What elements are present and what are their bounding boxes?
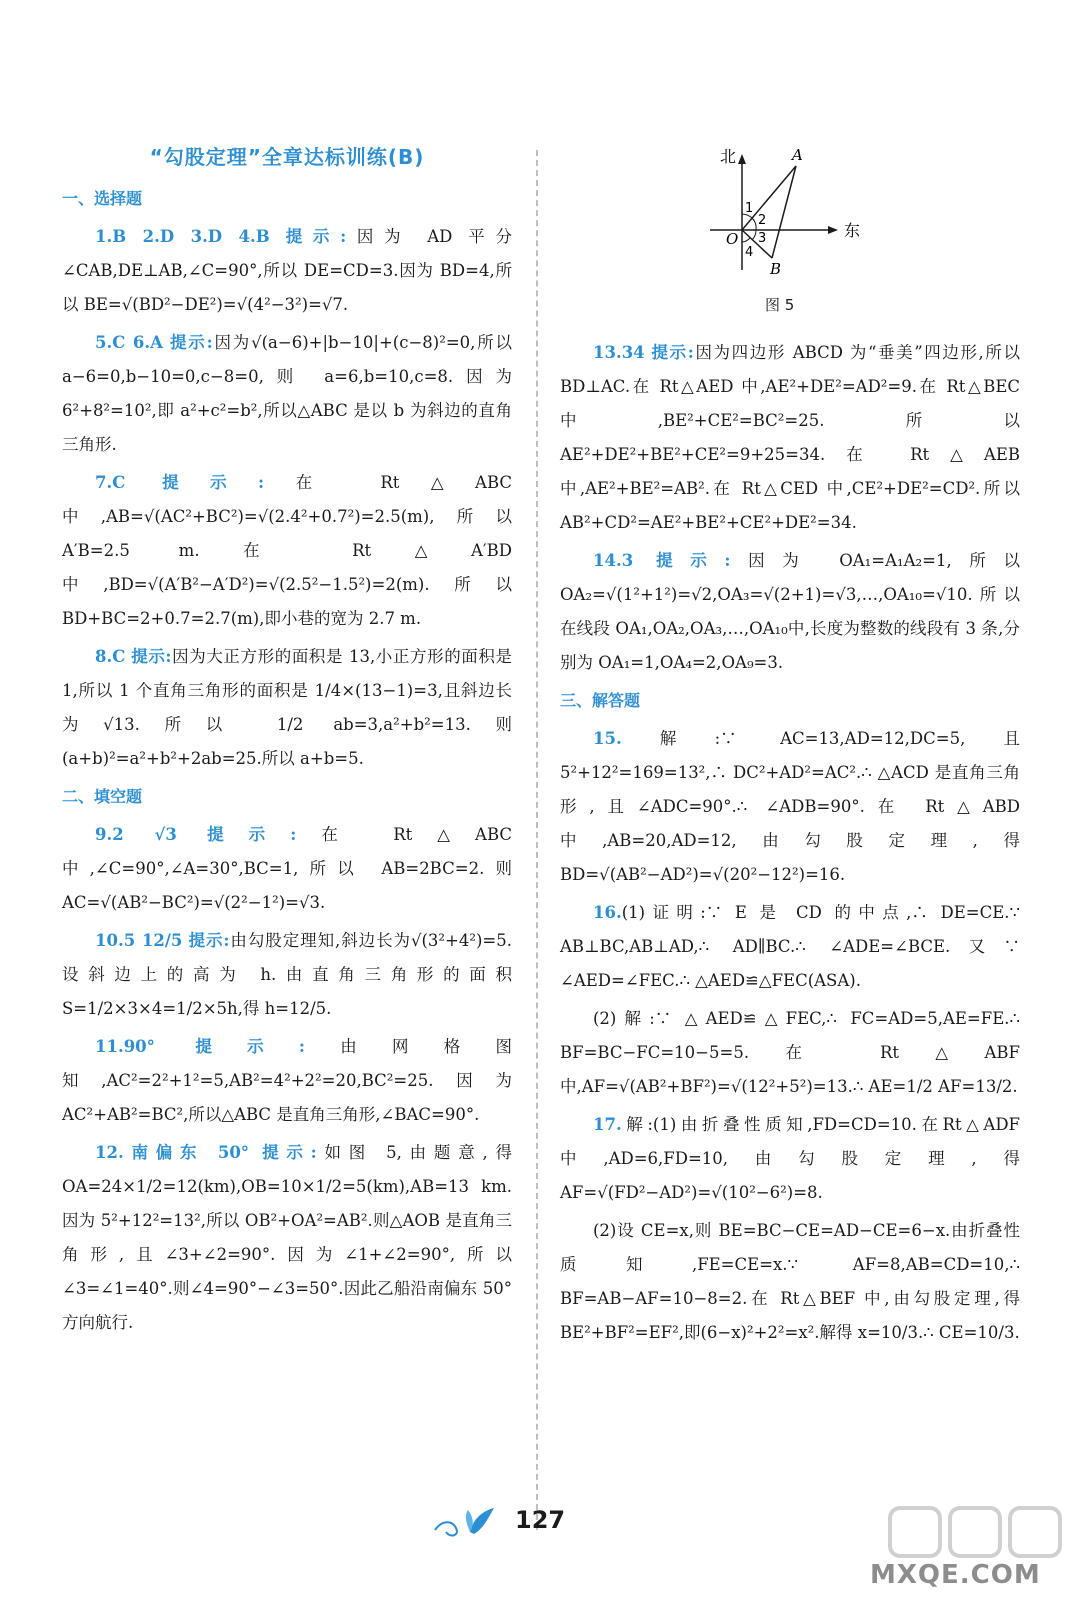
answer-number: 16. xyxy=(593,903,622,922)
answer-number: 10.5 12/5 xyxy=(95,931,183,950)
hint-label: 提示: xyxy=(162,473,265,492)
angle-arc-3 xyxy=(752,230,756,240)
angle-1-label: 1 xyxy=(745,201,754,216)
answer-number: 11.90° xyxy=(95,1037,155,1056)
answer-text: 在 Rt△ABC 中,∠C=90°,∠A=30°,BC=1,所以 AB=2BC=2.则 AC=√(AB²−BC²)=√(2²−1²)=√3. xyxy=(62,825,512,912)
answer-item xyxy=(560,1108,1020,1210)
answer-number: 1.B 2.D 3.D 4.B xyxy=(95,227,270,246)
hint-label: 提示: xyxy=(262,1143,317,1162)
answer-item xyxy=(560,722,1020,892)
answer-text: 由网格图知,AC²=2²+1²=5,AB²=4²+2²=20,BC²=25.因为 AC²+AB²=BC²,所以△ABC 是直角三角形,∠BAC=90°. xyxy=(62,1037,513,1124)
section-heading-fill: 二、填空题 xyxy=(62,787,143,806)
left-column xyxy=(62,140,512,1344)
point-O-label: O xyxy=(726,230,739,248)
hint-label: 提示: xyxy=(188,931,230,950)
page-title: “勾股定理”全章达标训练(B) xyxy=(149,145,425,169)
answer-text: 解:(1)由折叠性质知,FD=CD=10.在Rt△ADF中,AD=6,FD=10,由勾股定理,得 AF=√(FD²−AD²)=√(10²−6²)=8. xyxy=(560,1115,1020,1202)
east-label: 东 xyxy=(844,221,861,240)
answer-item xyxy=(62,1030,512,1132)
butterfly-ornament-icon xyxy=(430,1502,500,1542)
section-heading-solve: 三、解答题 xyxy=(560,691,641,710)
angle-2-label: 2 xyxy=(758,213,767,228)
answer-item xyxy=(62,924,512,1026)
answer-text: 因为 AD 平分∠CAB,DE⊥AB,∠C=90°,所以 DE=CD=3.因为 BD=4,所以 BE=√(BD²−DE²)=√(4²−3²)=√7. xyxy=(62,227,512,314)
answer-item xyxy=(560,896,1020,998)
answer-text: (2)解:∵ △AED≌△FEC,∴ FC=AD=5,AE=FE.∴ BF=BC−FC=10−5=5.在 Rt△ABF 中,AF=√(AB²+BF²)=√(12²+5²)=13.∴ AE=1/2 AF=13/2. xyxy=(560,1009,1020,1096)
answer-number: 12.南偏东 50° xyxy=(95,1143,250,1162)
answer-text: 因为 OA₁=A₁A₂=1,所以 OA₂=√(1²+1²)=√2,OA₃=√(2+1)=√3,…,OA₁₀=√10.所以在线段 OA₁,OA₂,OA₃,…,OA₁₀中,长度为整数的线段有 3 条,分别为 OA₁=1,OA₄=2,OA₉=3. xyxy=(560,551,1020,672)
hint-label: 提示: xyxy=(285,227,347,246)
answer-text: 在 Rt△ABC 中,AB=√(AC²+BC²)=√(2.4²+0.7²)=2.5(m),所以 A′B=2.5 m.在 Rt△A′BD 中,BD=√(A′B²−A′D²)=√(2.5²−1.5²)=2(m).所以 BD+BC=2+0.7=2.7(m),即小巷的宽为 2.7 m. xyxy=(62,473,513,628)
answer-text: 如图 5,由题意,得 OA=24×1/2=12(km),OB=10×1/2=5(km),AB=13 km.因为 5²+12²=13²,所以 OB²+OA²=AB².则△AOB 是直角三角形,且∠3+∠2=90°.因为∠1+∠2=90°,所以∠3=∠1=40°.则∠4=90°−∠3=50°.因此乙船沿南偏东 50°方向航行. xyxy=(62,1143,512,1332)
watermark-text: MXQE.COM xyxy=(870,1560,1041,1590)
answer-item xyxy=(62,818,512,920)
angle-arc-2 xyxy=(752,218,756,230)
answer-item xyxy=(62,640,512,776)
answer-text: 因为大正方形的面积是 13,小正方形的面积是 1,所以 1 个直角三角形的面积是 1/4×(13−1)=3,且斜边长为√13.所以 1/2 ab=3,a²+b²=13.则(a+b)²=a²+b²+2ab=25.所以 a+b=5. xyxy=(62,647,512,768)
answer-text: (1)证明:∵ E 是 CD 的中点,∴ DE=CE.∵ AB⊥BC,AB⊥AD,∴ AD∥BC.∴ ∠ADE=∠BCE.又∵ ∠AED=∠FEC.∴ △AED≌△FEC(ASA). xyxy=(560,903,1020,990)
answer-text: 因为四边形 ABCD 为“垂美”四边形,所以 BD⊥AC.在 Rt△AED 中,AE²+DE²=AD²=9.在 Rt△BEC中,BE²+CE²=BC²=25.所以 AE²+DE²+BE²+CE²=9+25=34.在 Rt△AEB 中,AE²+BE²=AB².在 Rt△CED 中,CE²+DE²=CD².所以 AB²+CD²=AE²+BE²+CE²+DE²=34. xyxy=(560,343,1021,532)
answer-number: 13.34 xyxy=(593,343,645,362)
column-divider xyxy=(536,150,538,1530)
angle-arc-4 xyxy=(742,238,750,242)
answer-item xyxy=(560,1214,1020,1350)
hint-label: 提示: xyxy=(131,647,172,666)
hint-label: 提示: xyxy=(651,343,694,362)
answer-item xyxy=(62,466,512,636)
answer-text: 解:∵ AC=13,AD=12,DC=5,且 5²+12²=169=13²,∴ DC²+AD²=AC².∴ △ACD 是直角三角形,且∠ADC=90°.∴ ∠ADB=90°.在 Rt△ABD 中,AB=20,AD=12,由勾股定理,得 BD=√(AB²−AD²)=√(20²−12²)=16. xyxy=(560,729,1020,884)
east-arrow-icon xyxy=(828,226,838,234)
answer-number: 15. xyxy=(593,729,622,748)
answer-number: 8.C xyxy=(95,647,126,666)
north-arrow-icon xyxy=(738,154,746,164)
hint-label: 提示: xyxy=(169,333,213,352)
point-B-label: B xyxy=(770,260,782,278)
angle-4-label: 4 xyxy=(745,245,754,260)
figure-caption: 图 5 xyxy=(765,296,795,314)
answer-number: 14.3 xyxy=(593,551,634,570)
angle-3-label: 3 xyxy=(758,231,767,246)
answer-text: 因为√(a−6)+|b−10|+(c−8)²=0,所以 a−6=0,b−10=0,c−8=0,则 a=6,b=10,c=8.因为 6²+8²=10²,即 a²+c²=b²,所以△ABC 是以 b 为斜边的直角三角形. xyxy=(62,333,513,454)
answer-item xyxy=(62,220,512,322)
answer-text: 由勾股定理知,斜边长为√(3²+4²)=5.设斜边上的高为 h.由直角三角形的面积 S=1/2×3×4=1/2×5h,得 h=12/5. xyxy=(62,931,512,1018)
answer-number: 7.C xyxy=(95,473,126,492)
answer-number: 17. xyxy=(593,1115,622,1134)
answer-number: 9.2 √3 xyxy=(95,825,177,844)
hint-label: 提示: xyxy=(195,1037,306,1056)
answer-item xyxy=(62,326,512,462)
answer-item xyxy=(560,1002,1020,1104)
point-A-label: A xyxy=(792,146,803,164)
right-column xyxy=(560,336,1020,1354)
north-label: 北 xyxy=(720,147,737,166)
answer-item xyxy=(62,1136,512,1340)
hint-label: 提示: xyxy=(207,825,297,844)
answer-item xyxy=(560,544,1020,680)
answer-number: 5.C 6.A xyxy=(95,333,163,352)
answer-text: (2)设 CE=x,则 BE=BC−CE=AD−CE=6−x.由折叠性质知,FE=CE=x.∵ AF=8,AB=CD=10,∴ BF=AB−AF=10−8=2.在 Rt△BEF 中,由勾股定理,得 BE²+BF²=EF²,即(6−x)²+2²=x².解得 x=10/3.∴ CE=10/3. xyxy=(560,1221,1020,1342)
hint-label: 提示: xyxy=(656,551,731,570)
section-heading-choice: 一、选择题 xyxy=(62,189,143,208)
page-number: 127 xyxy=(515,1506,566,1534)
answer-item xyxy=(560,336,1020,540)
